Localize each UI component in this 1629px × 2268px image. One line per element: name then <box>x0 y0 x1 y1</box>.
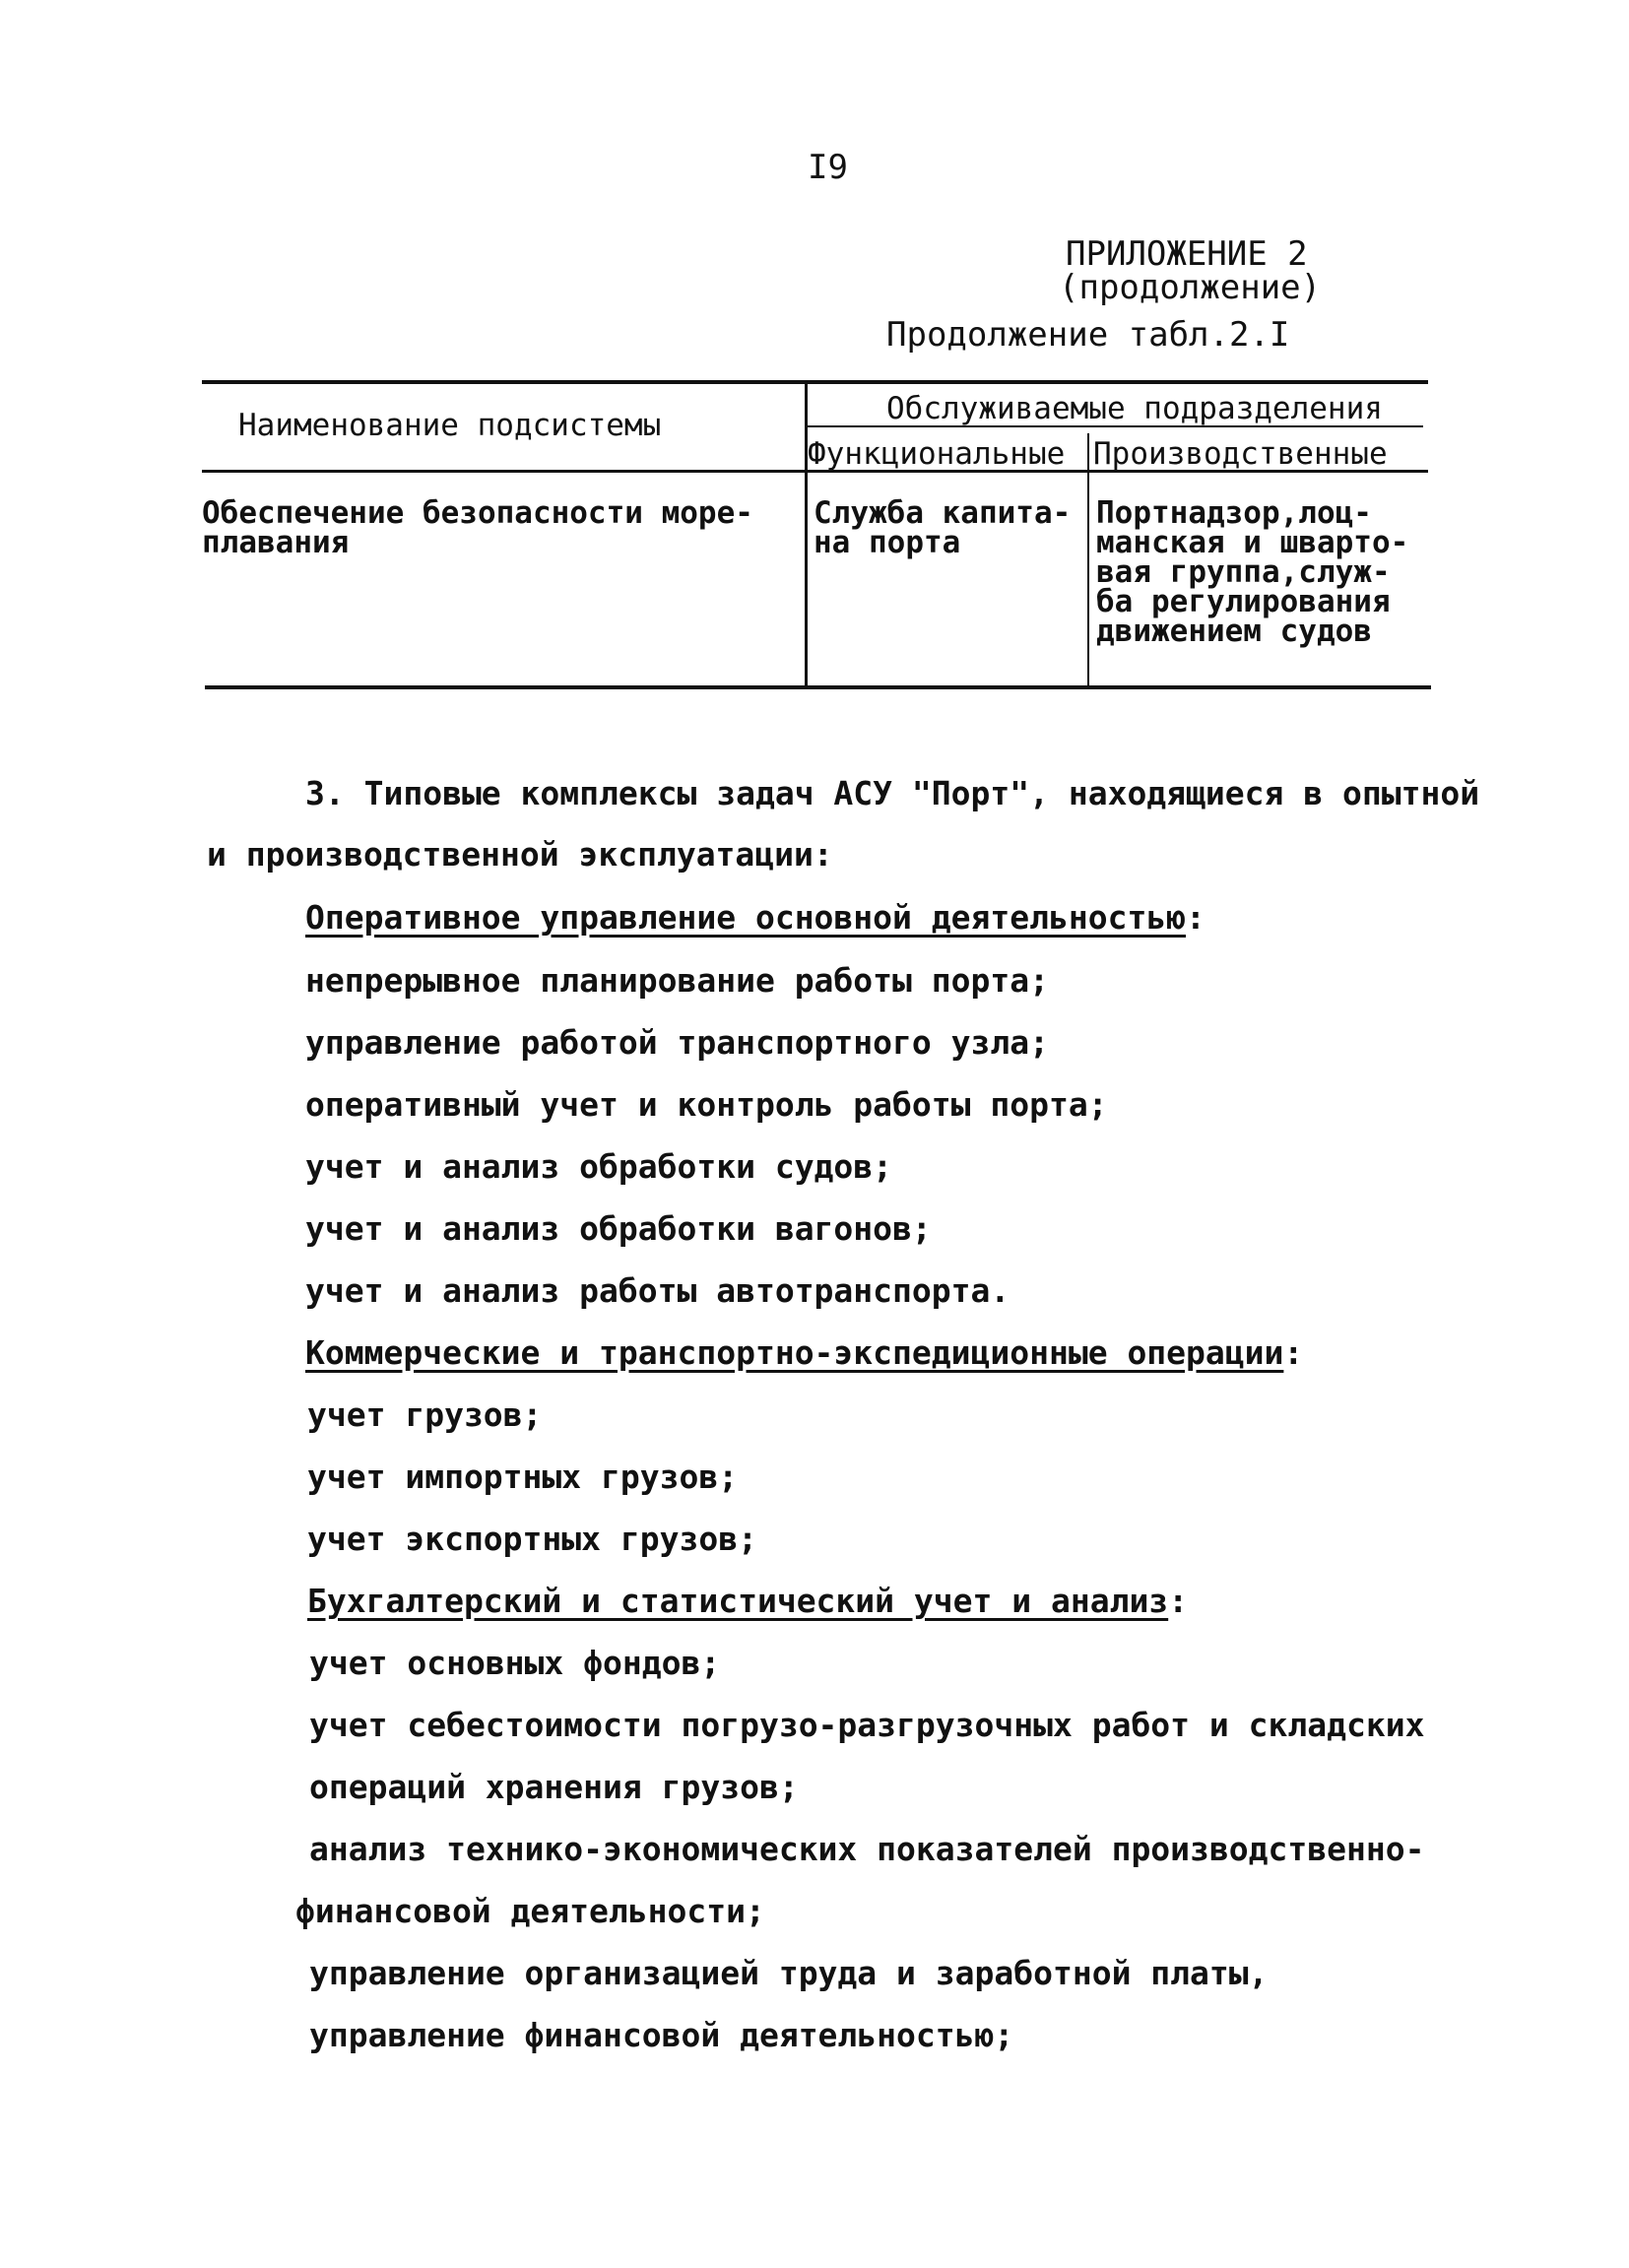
column-divider-2 <box>1087 433 1089 687</box>
list-item: учет экспортных грузов; <box>307 1520 757 1558</box>
appendix-subtitle: (продолжение) <box>1059 268 1322 307</box>
list-item: анализ технико-экономических показателей производственно- <box>309 1830 1425 1868</box>
header-subsystem-name: Наименование подсистемы <box>238 408 662 443</box>
list-item: учет себестоимости погрузо-разгрузочных работ и складских <box>309 1706 1425 1744</box>
group-heading-text: Оперативное управление основной деятельностью <box>305 898 1187 937</box>
heading-colon: : <box>1168 1582 1189 1620</box>
table-bottom-rule <box>205 685 1431 689</box>
table-continuation-label: Продолжение табл.2.I <box>886 315 1290 355</box>
list-item: учет грузов; <box>307 1395 543 1434</box>
group-heading-commercial <box>305 1333 1303 1372</box>
heading-colon: : <box>1283 1333 1304 1372</box>
cell-subsystem: Обеспечение безопасности море- плавания <box>202 495 753 560</box>
header-served-units: Обслуживаемые подразделения <box>886 391 1383 426</box>
appendix-title: ПРИЛОЖЕНИЕ 2 <box>1066 234 1308 274</box>
list-item: финансовой деятельности; <box>295 1892 765 1930</box>
section-intro-line-1: 3. Типовые комплексы задач АСУ "Порт", находящиеся в опытной <box>305 774 1480 812</box>
list-item: управление организацией труда и заработной платы, <box>309 1954 1269 1992</box>
list-item: операций хранения грузов; <box>309 1768 799 1806</box>
list-item: учет импортных грузов; <box>307 1458 739 1496</box>
list-item: непрерывное планирование работы порта; <box>305 961 1049 1000</box>
list-item: учет основных фондов; <box>309 1644 721 1682</box>
list-item: учет и анализ работы автотранспорта. <box>305 1271 1010 1310</box>
group-heading-accounting <box>307 1582 1188 1620</box>
column-divider-1 <box>805 380 808 687</box>
page-number: I9 <box>808 148 848 187</box>
header-production: Производственные <box>1093 436 1388 472</box>
group-heading-operational <box>305 898 1205 937</box>
table-top-rule <box>202 380 1428 384</box>
list-item: учет и анализ обработки судов; <box>305 1147 893 1186</box>
list-item: учет и анализ обработки вагонов; <box>305 1209 932 1248</box>
cell-production: Портнадзор,лоц- манская и шварто- вая группа,служ- ба регулирования движением судов <box>1096 495 1409 649</box>
cell-functional: Служба капита- на порта <box>814 495 1072 560</box>
list-item: управление работой транспортного узла; <box>305 1023 1049 1062</box>
group-heading-text: Бухгалтерский и статистический учет и анализ <box>307 1582 1169 1620</box>
group-heading-text: Коммерческие и транспортно-экспедиционные операции <box>305 1333 1284 1372</box>
section-intro-line-2: и производственной эксплуатации: <box>207 835 833 874</box>
list-item: управление финансовой деятельностью; <box>309 2016 1014 2054</box>
header-functional: Функциональные <box>808 436 1066 472</box>
list-item: оперативный учет и контроль работы порта; <box>305 1085 1108 1124</box>
heading-colon: : <box>1186 898 1205 937</box>
